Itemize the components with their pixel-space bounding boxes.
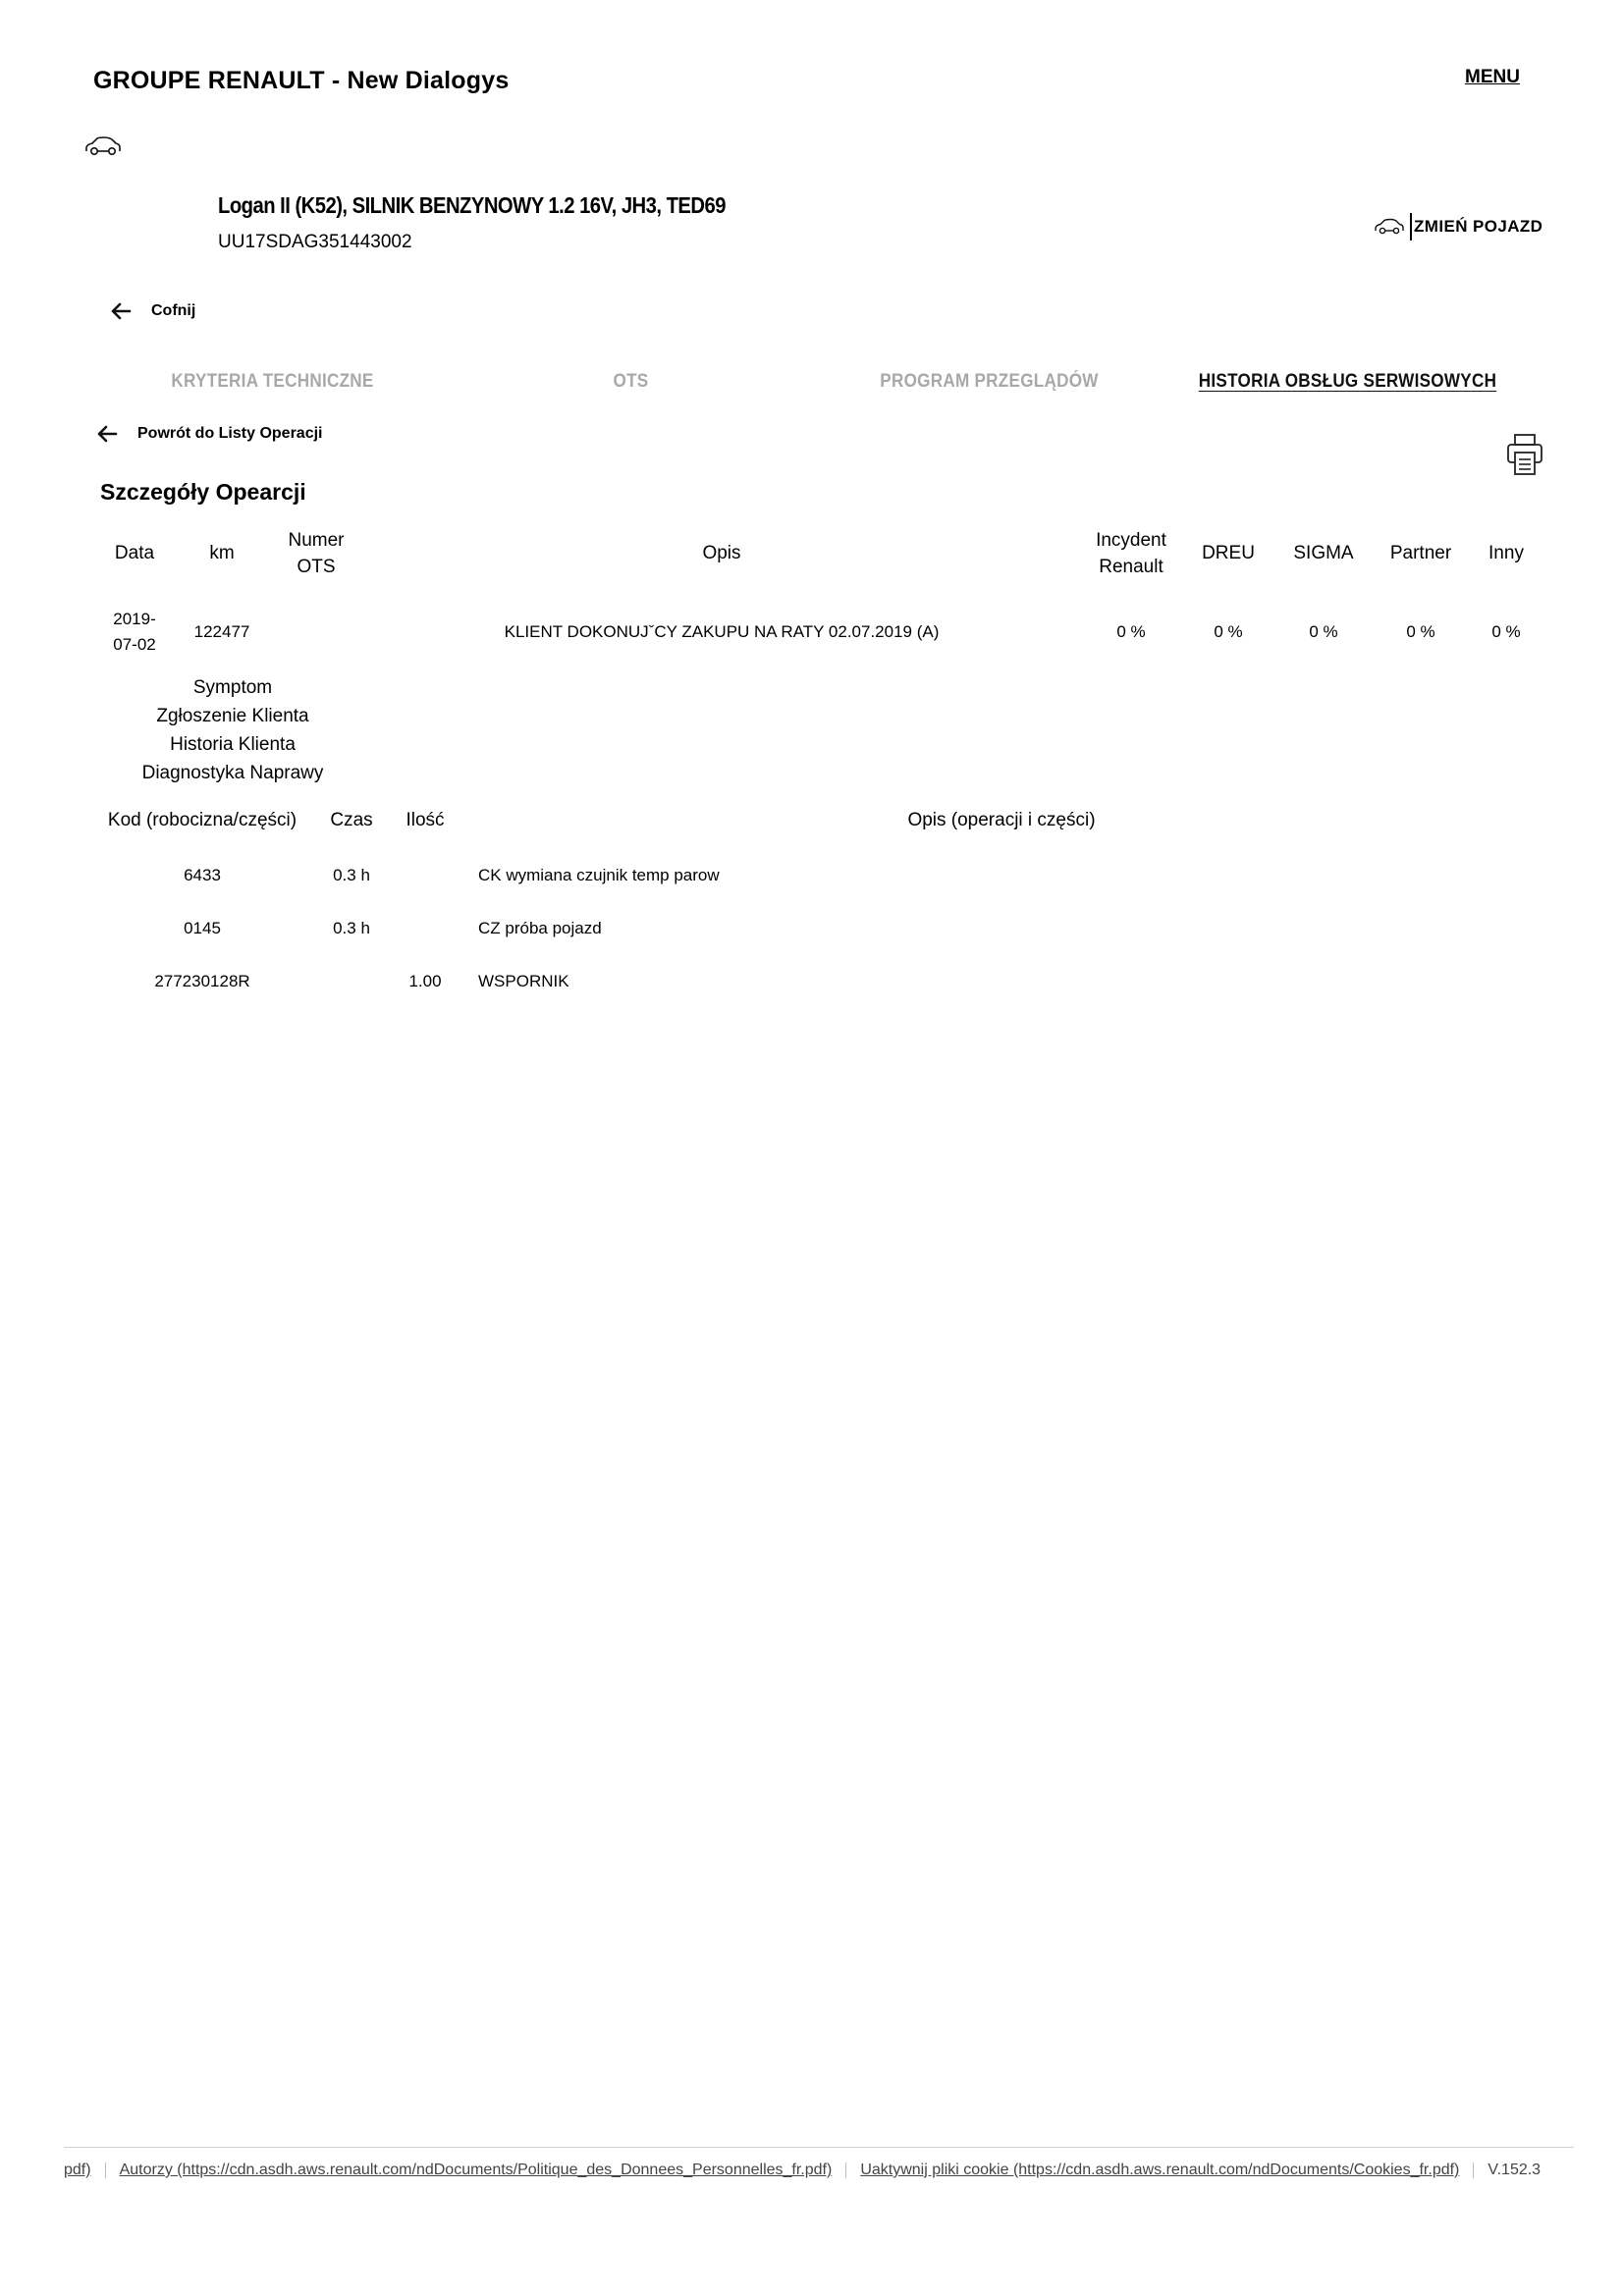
- column-header-incident-line1: Incydent: [1096, 530, 1166, 551]
- column-header-other: Inny: [1488, 543, 1524, 563]
- separator: [1410, 213, 1412, 240]
- footer-separator: [845, 2163, 846, 2178]
- customer-history-label: Historia Klienta: [170, 734, 296, 755]
- footer-link-authors[interactable]: Autorzy (https://cdn.asdh.aws.renault.com/ndDocuments/Politique_des_Donnees_Personnelles_fr.pdf): [119, 2162, 833, 2178]
- column-header-code: Kod (robocizna/części): [107, 810, 298, 830]
- column-header-ots: [267, 527, 365, 580]
- column-header-description: Opis: [702, 543, 741, 563]
- table-cell-sigma: 0 %: [1309, 622, 1338, 641]
- table-cell-quantity: 1.00: [408, 972, 442, 990]
- column-header-dreu: DREU: [1202, 543, 1255, 563]
- printer-icon[interactable]: [1506, 433, 1543, 476]
- footer-link-partial[interactable]: pdf): [64, 2162, 91, 2178]
- tab-bar: [93, 371, 1527, 410]
- tab-ots[interactable]: OTS: [613, 371, 649, 392]
- table-cell-operation-description: CK wymiana czujnik temp parow: [478, 866, 720, 884]
- app-title: GROUPE RENAULT - New Dialogys: [93, 67, 510, 94]
- back-label: Cofnij: [151, 302, 196, 319]
- column-header-incident: [1080, 527, 1182, 580]
- tab-technical-criteria[interactable]: KRYTERIA TECHNICZNE: [171, 371, 374, 392]
- vehicle-name: Logan II (K52), SILNIK BENZYNOWY 1.2 16V, JH3, TED69: [218, 192, 726, 218]
- tab-service-history[interactable]: HISTORIA OBSŁUG SERWISOWYCH: [1198, 371, 1497, 392]
- version-label: V.152.3: [1488, 2162, 1542, 2178]
- table-cell-time: 0.3 h: [333, 919, 370, 937]
- tab-service-program[interactable]: PROGRAM PRZEGLĄDÓW: [880, 371, 1099, 392]
- section-title: Szczegóły Opearcji: [100, 479, 306, 505]
- back-to-list-button[interactable]: [96, 424, 322, 444]
- table-cell-partner: 0 %: [1406, 622, 1435, 641]
- table-cell-km: 122477: [193, 622, 250, 641]
- footer-divider: [64, 2147, 1574, 2148]
- vehicle-vin: UU17SDAG351443002: [218, 232, 412, 252]
- footer-link-cookies[interactable]: Uaktywnij pliki cookie (https://cdn.asdh.aws.renault.com/ndDocuments/Cookies_fr.pdf): [860, 2162, 1460, 2178]
- column-header-date: Data: [114, 543, 155, 563]
- footer: [64, 2159, 1574, 2182]
- column-header-sigma: SIGMA: [1293, 543, 1354, 563]
- column-header-quantity: Ilość: [406, 810, 445, 830]
- footer-separator: [105, 2163, 106, 2178]
- table-cell-description: KLIENT DOKONUJˇCY ZAKUPU NA RATY 02.07.2019 (A): [504, 622, 940, 641]
- menu-button[interactable]: MENU: [1465, 67, 1520, 87]
- back-to-list-label: Powrót do Listy Operacji: [137, 425, 323, 442]
- table-cell-incident: 0 %: [1116, 622, 1146, 641]
- table-cell-time: 0.3 h: [333, 866, 370, 884]
- table-cell-operation-description: WSPORNIK: [478, 972, 569, 990]
- customer-report-label: Zgłoszenie Klienta: [156, 706, 309, 726]
- car-icon: [1375, 218, 1404, 236]
- column-header-time: Czas: [330, 810, 373, 830]
- column-header-ots-line2: OTS: [297, 557, 336, 577]
- table-cell-other: 0 %: [1491, 622, 1521, 641]
- symptom-label: Symptom: [192, 677, 273, 698]
- car-icon: [84, 135, 122, 157]
- table-cell-operation-description: CZ próba pojazd: [478, 919, 602, 937]
- table-cell-dreu: 0 %: [1214, 622, 1243, 641]
- table-cell-date: 2019- 07-02: [113, 610, 156, 654]
- table-cell-code: 0145: [184, 919, 221, 937]
- column-header-km: km: [209, 543, 235, 563]
- footer-separator: [1473, 2163, 1474, 2178]
- column-header-operation-description: Opis (operacji i części): [907, 810, 1096, 830]
- table-cell-code: 277230128R: [154, 972, 250, 990]
- change-vehicle-button[interactable]: [1375, 214, 1542, 240]
- change-vehicle-label: ZMIEŃ POJAZD: [1414, 217, 1543, 236]
- column-header-incident-line2: Renault: [1099, 557, 1163, 577]
- arrow-left-icon: [96, 424, 118, 444]
- back-button[interactable]: [110, 301, 195, 321]
- column-header-ots-line1: Numer: [288, 530, 345, 551]
- arrow-left-icon: [110, 301, 132, 321]
- column-header-partner: Partner: [1389, 543, 1452, 563]
- repair-diagnostics-label: Diagnostyka Naprawy: [141, 763, 324, 783]
- table-cell-code: 6433: [184, 866, 221, 884]
